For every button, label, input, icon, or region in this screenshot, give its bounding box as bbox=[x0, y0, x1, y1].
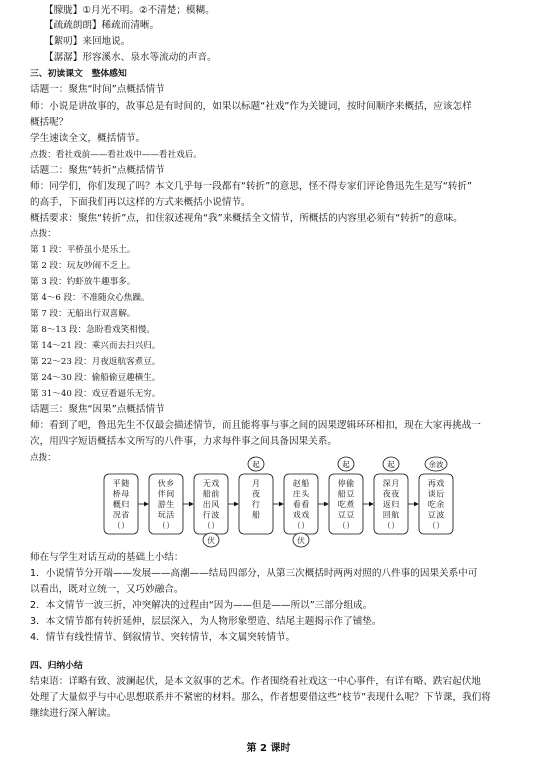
flow-box-char: 余 bbox=[436, 500, 445, 509]
flow-mark-bottom-label: 伏 bbox=[297, 536, 305, 545]
flow-box-char: 伴 bbox=[157, 489, 166, 499]
hint-line: 点拨：看社戏前——看社戏中——看社戏后。 bbox=[30, 150, 202, 160]
section-heading: 三、初读课文 整体感知 bbox=[30, 69, 127, 79]
flow-box-char: 豆 bbox=[427, 510, 436, 520]
closing-line: 继续进行深入解读。 bbox=[30, 708, 117, 719]
flow-box-char: 再 bbox=[427, 479, 436, 488]
paragraph-line: 的高手，下面我们再以这样的方式来概括小说情节。 bbox=[30, 197, 251, 208]
vocab-line: 【絮叨】来回地说。 bbox=[44, 36, 131, 47]
flow-box-char: 戏 bbox=[292, 510, 301, 520]
flow-box-char: 前 bbox=[211, 489, 220, 499]
flow-mark-top-label: 起 bbox=[252, 460, 260, 469]
flow-mark-top-label: 起 bbox=[342, 460, 350, 469]
hint-line: 第 1 段：平桥虽小是乐土。 bbox=[30, 245, 136, 255]
flow-box-char: 谈 bbox=[427, 489, 436, 499]
flow-box-char: ） bbox=[166, 521, 175, 530]
flow-box-char: ） bbox=[211, 521, 220, 530]
flow-box-char: 行 bbox=[202, 510, 211, 520]
flow-box-char: 出 bbox=[202, 500, 211, 509]
flow-box-char: 戏 bbox=[436, 479, 445, 488]
section-heading: 四、归纳小结 bbox=[30, 661, 83, 671]
flow-box-char: 行 bbox=[252, 500, 260, 509]
summary-line: 4．情节有线性情节、倒叙情节、突转情节，本文属突转情节。 bbox=[30, 632, 296, 643]
flow-box-char: 波 bbox=[436, 510, 445, 520]
hint-line: 第 2 段：玩友吵闹不乏上。 bbox=[30, 261, 136, 271]
hint-line: 第 3 段：钓虾放牛趣事多。 bbox=[30, 277, 136, 287]
flow-box-char: 豆 bbox=[337, 510, 346, 520]
flow-box-char: （ bbox=[112, 521, 121, 530]
hint-line: 第 14～21 段：乘兴而去扫兴归。 bbox=[30, 341, 161, 351]
flow-box-char: 看 bbox=[292, 500, 301, 509]
flow-box-char: 随 bbox=[121, 479, 130, 488]
hint-line: 第 8～13 段：急盼看戏笑相慢。 bbox=[30, 325, 155, 335]
flow-box-char: （ bbox=[337, 521, 346, 530]
flow-box-char: 偷 bbox=[346, 479, 355, 488]
hint-line: 第 4～6 段：不准随众心焦躁。 bbox=[30, 293, 150, 303]
flow-box-char: 后 bbox=[436, 489, 445, 499]
hint-line: 点拨： bbox=[30, 229, 56, 239]
topic-heading: 话题二：聚焦“转折”点概括情节 bbox=[30, 165, 165, 176]
flow-box-char: 赵 bbox=[292, 479, 301, 488]
flow-box-char: 看 bbox=[301, 500, 310, 509]
flow-box-char: 游 bbox=[157, 500, 166, 509]
flow-mark-top-label: 起 bbox=[387, 460, 395, 469]
flow-box-char: 吃 bbox=[427, 500, 436, 509]
flow-box-char: ） bbox=[391, 521, 400, 530]
flow-box-char: （ bbox=[157, 521, 166, 530]
flow-box-char: 豆 bbox=[346, 489, 355, 499]
flow-box-char: 玩 bbox=[157, 510, 166, 520]
flow-mark-bottom-label: 伏 bbox=[207, 536, 215, 545]
flow-box-char: （ bbox=[382, 521, 391, 530]
flow-box-char: 庄 bbox=[292, 489, 301, 499]
flow-box-char: ） bbox=[121, 521, 130, 530]
paragraph-line: 师：同学们，你们发现了吗？本文几乎每一段都有“转折”的意思，怪不得专家们评论鲁迅先生是写“转折” bbox=[30, 181, 473, 192]
paragraph-line: 学生速读全文，概括情节。 bbox=[30, 133, 146, 144]
summary-line: 1．小说情节分开端——发展——高潮——结局四部分，从第三次概括时两两对照的八件事的因果关系中可 bbox=[30, 568, 478, 579]
flow-box-char: 省 bbox=[121, 510, 130, 520]
flow-box-char: 母 bbox=[121, 489, 130, 499]
flow-box-char: 桥 bbox=[112, 489, 121, 499]
flow-box-char: （ bbox=[202, 521, 211, 530]
flow-box-char: ） bbox=[436, 521, 445, 530]
flow-box-char: （ bbox=[427, 521, 436, 530]
flow-box-char: 夜 bbox=[252, 489, 260, 499]
plot-flow-diagram bbox=[100, 456, 460, 548]
summary-line: 师在与学生对话互动的基础上小结： bbox=[30, 552, 184, 563]
flow-box-char: 夜 bbox=[382, 489, 391, 499]
lesson-footer: 第 2 课时 bbox=[246, 743, 291, 754]
flow-box-char: 深 bbox=[382, 479, 391, 488]
paragraph-line: 师：小说是讲故事的，故事总是有时间的，如果以标题“社戏”作为关键词，按时间顺序来概括，应该怎样 bbox=[30, 101, 472, 112]
flow-box-char: 船 bbox=[202, 489, 211, 499]
flow-box-char: 回 bbox=[382, 510, 391, 520]
flow-box-char: 伙 bbox=[157, 479, 166, 488]
flow-box-char: （ bbox=[292, 521, 301, 530]
hint-line: 点拨： bbox=[30, 453, 56, 463]
summary-line: 2．本文情节一波三折，冲突解决的过程由“因为——但是——所以”三部分组成。 bbox=[30, 600, 373, 611]
vocab-line: 【潺潺】形容溪水、泉水等流动的声音。 bbox=[44, 52, 217, 63]
flow-box-char: 吃 bbox=[337, 500, 346, 509]
flow-box-char: 乡 bbox=[166, 479, 175, 488]
vocab-line: 【疏疏朗朗】稀疏而清晰。 bbox=[44, 20, 160, 31]
flow-box-char: 活 bbox=[166, 510, 175, 520]
flow-box-char: 船 bbox=[252, 510, 260, 520]
flow-box-char: 船 bbox=[337, 489, 346, 499]
flow-box-char: 船 bbox=[301, 479, 310, 488]
flow-box-char: 归 bbox=[121, 500, 130, 509]
paragraph-line: 概括要求：聚焦“转折”点，扣住叙述视角“我”来概括全文情节，所概括的内容里必须有“转折”的意味。 bbox=[30, 213, 463, 224]
hint-line: 第 31～40 段：戏豆看逼乐无穷。 bbox=[30, 389, 161, 399]
paragraph-line: 师：看到了吧，鲁迅先生不仅最会描述情节，而且能将事与事之间的因果逻辑环环相扣，现在大家再挑战一 bbox=[30, 420, 481, 431]
flow-box-char: 煮 bbox=[346, 500, 355, 509]
paragraph-line: 次，用四字短语概括本文所写的八件事，力求每件事之间具备因果关系。 bbox=[30, 436, 337, 447]
flow-box-char: ） bbox=[346, 521, 355, 530]
flow-box-char: 归 bbox=[391, 500, 400, 509]
flow-box-char: 概 bbox=[112, 500, 121, 509]
summary-line: 以看出，既对立统一，又巧妙融合。 bbox=[30, 584, 184, 595]
flow-box-char: 间 bbox=[166, 489, 175, 499]
flow-box-char: 戏 bbox=[301, 510, 310, 520]
flow-box-char: 戏 bbox=[211, 479, 220, 488]
flow-box-char: 平 bbox=[112, 479, 121, 488]
flow-box-char: 停 bbox=[337, 479, 346, 488]
flow-box-char: 豆 bbox=[346, 510, 355, 520]
flow-box-char: 返 bbox=[382, 500, 391, 509]
flow-box-char: 生 bbox=[166, 500, 175, 509]
flow-box-char: 况 bbox=[112, 510, 121, 520]
flow-box-char: 无 bbox=[202, 479, 211, 488]
flow-box-char: 夜 bbox=[391, 489, 400, 499]
flow-mark-top-label: 余波 bbox=[428, 460, 444, 469]
closing-line: 处理了大量似乎与中心思想联系并不紧密的材料。那么，作者想要借这些“枝节”表现什么呢？下节课，我们将 bbox=[30, 692, 491, 703]
closing-line: 结束语：详略有致、波澜起伏，是本文叙事的艺术。作者围绕看社戏这一中心事件，有详有略、跌宕起伏地 bbox=[30, 676, 481, 687]
topic-heading: 话题一：聚焦“时间”点概括情节 bbox=[30, 84, 165, 95]
flow-box-char: 航 bbox=[391, 510, 400, 520]
vocab-line: 【朦胧】①月光不明。②不清楚；模糊。 bbox=[44, 5, 215, 16]
paragraph-line: 概括呢？ bbox=[30, 117, 69, 128]
flow-box-char: ） bbox=[301, 521, 310, 530]
flow-box-char: 月 bbox=[252, 479, 260, 488]
summary-line: 3．本文情节都有转折延伸，层层深入，为人物形象塑造、结尾主题揭示作了铺垫。 bbox=[30, 616, 382, 627]
topic-heading: 话题三：聚焦“因果”点概括情节 bbox=[30, 404, 165, 415]
hint-line: 第 7 段：无船出行双喜解。 bbox=[30, 309, 136, 319]
hint-line: 第 22～23 段：月夜返航客煮豆。 bbox=[30, 357, 161, 367]
flow-box-char: 头 bbox=[301, 489, 310, 499]
flow-box-char: 月 bbox=[391, 479, 400, 488]
flow-box-char: 波 bbox=[211, 510, 220, 520]
flow-box-char: 风 bbox=[211, 500, 220, 509]
hint-line: 第 24～30 段：偷船偷豆趣横生。 bbox=[30, 373, 161, 383]
